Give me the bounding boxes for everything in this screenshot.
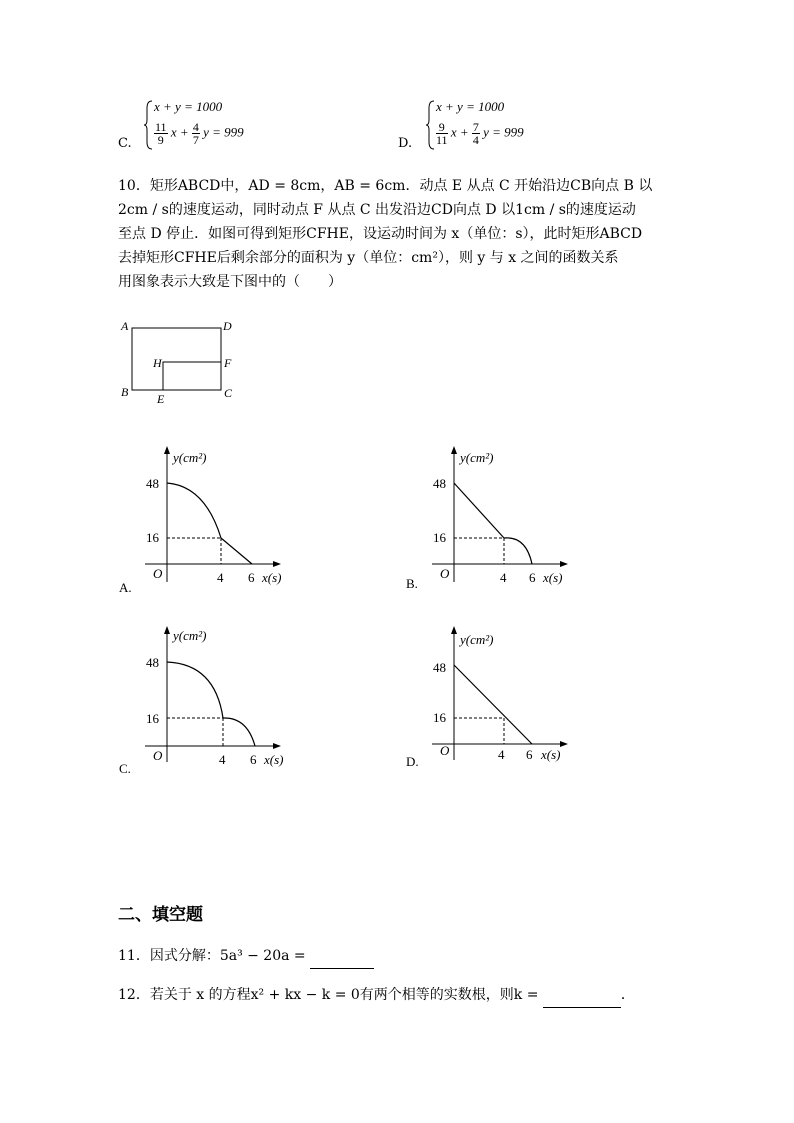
vertex-d-label: D — [223, 319, 232, 333]
question-11 — [118, 944, 374, 969]
x-tick-6: 6 — [529, 570, 536, 585]
graph-c-label: C. — [119, 761, 131, 776]
y-axis-label: y(cm²) — [173, 450, 207, 465]
y-tick-16: 16 — [146, 530, 159, 545]
fraction-denominator: 9 — [157, 133, 164, 147]
y-tick-48: 48 — [433, 476, 446, 491]
x-tick-6: 6 — [250, 752, 257, 767]
option-c-eq2 — [154, 121, 244, 146]
vertex-b-label: B — [121, 385, 129, 399]
option-c-eq1: x + y = 1000 — [154, 99, 223, 114]
option-d — [398, 96, 598, 158]
fraction-numerator: 11 — [155, 120, 167, 134]
graph-b — [402, 440, 592, 600]
x-axis-label: x(s) — [264, 752, 284, 767]
answer-blank[interactable] — [543, 983, 621, 1008]
question-10-line-4: 去掉矩形CFHE后剩余部分的面积为 y（单位：cm²），则 y 与 x 之间的函数关系 — [118, 250, 619, 266]
graph-a — [115, 440, 305, 600]
question-12 — [118, 983, 635, 1008]
option-c-label: C. — [118, 136, 132, 151]
option-c — [118, 96, 318, 158]
origin-label: O — [153, 748, 163, 763]
question-10-line-2: 2cm / s的速度运动，同时动点 F 从点 C 出发沿边CD向点 D 以1cm / s的速度运动 — [118, 202, 636, 218]
y-tick-16: 16 — [146, 711, 159, 726]
x-tick-4: 4 — [500, 570, 507, 585]
x-axis-label: x(s) — [543, 570, 563, 585]
fraction-denominator: 11 — [436, 133, 448, 147]
answer-blank[interactable] — [310, 944, 374, 969]
y-tick-48: 48 — [433, 660, 446, 675]
y-axis-label: y(cm²) — [460, 632, 494, 647]
option-d-label: D. — [398, 136, 413, 151]
fraction-denominator: 7 — [192, 133, 199, 147]
option-d-eq2 — [436, 121, 524, 146]
brace-icon — [144, 100, 154, 150]
graph-d-label: D. — [406, 754, 419, 769]
y-axis-label: y(cm²) — [460, 450, 494, 465]
x-tick-6: 6 — [526, 747, 533, 762]
graph-a-label: A. — [119, 580, 132, 595]
graph-b-label: B. — [406, 576, 418, 591]
fraction-numerator: 9 — [436, 121, 448, 134]
fraction-denominator: 4 — [472, 133, 479, 147]
x-axis-label: x(s) — [541, 747, 561, 762]
graph-c — [115, 620, 305, 780]
x-tick-4: 4 — [217, 570, 224, 585]
origin-label: O — [440, 566, 450, 581]
y-axis-label: y(cm²) — [173, 628, 207, 643]
question-10-line-5: 用图象表示大致是下图中的（ ） — [118, 274, 342, 290]
question-11-text: 11．因式分解：5a³ − 20a = — [118, 948, 306, 964]
option-d-tail: y = 999 — [483, 124, 524, 140]
x-tick-4: 4 — [498, 747, 505, 762]
section-title: 二、填空题 — [118, 905, 203, 925]
question-12-text: 12．若关于 x 的方程x² + kx − k = 0有两个相等的实数根，则k = — [118, 987, 539, 1003]
point-e-label: E — [157, 392, 165, 406]
vertex-c-label: C — [224, 386, 233, 400]
vertex-a-label: A — [121, 319, 129, 333]
y-tick-16: 16 — [433, 710, 446, 725]
question-10-line-3: 至点 D 停止．如图可得到矩形CFHE，设运动时间为 x（单位：s），此时矩形ABCD — [118, 226, 643, 242]
point-h-label: H — [153, 356, 162, 370]
option-c-mid: x + — [170, 124, 189, 140]
fraction-numerator: 4 — [192, 120, 199, 134]
fraction-numerator: 7 — [472, 120, 479, 134]
x-tick-4: 4 — [219, 752, 226, 767]
point-f-label: F — [224, 356, 232, 370]
graph-d — [402, 620, 592, 780]
brace-icon — [426, 100, 436, 150]
option-d-mid: x + — [450, 124, 469, 140]
question-10-line-1: 10．矩形ABCD中，AD = 8cm，AB = 6cm．动点 E 从点 C 开始沿边CB向点 B 以 — [118, 178, 653, 194]
rectangle-figure — [115, 316, 245, 406]
x-tick-6: 6 — [248, 570, 255, 585]
option-c-tail: y = 999 — [203, 124, 244, 140]
question-12-end: ． — [620, 987, 635, 1003]
origin-label: O — [440, 743, 450, 758]
y-tick-48: 48 — [146, 655, 159, 670]
option-d-eq1: x + y = 1000 — [436, 99, 505, 114]
y-tick-16: 16 — [433, 530, 446, 545]
x-axis-label: x(s) — [262, 570, 282, 585]
origin-label: O — [153, 566, 163, 581]
y-tick-48: 48 — [146, 476, 159, 491]
